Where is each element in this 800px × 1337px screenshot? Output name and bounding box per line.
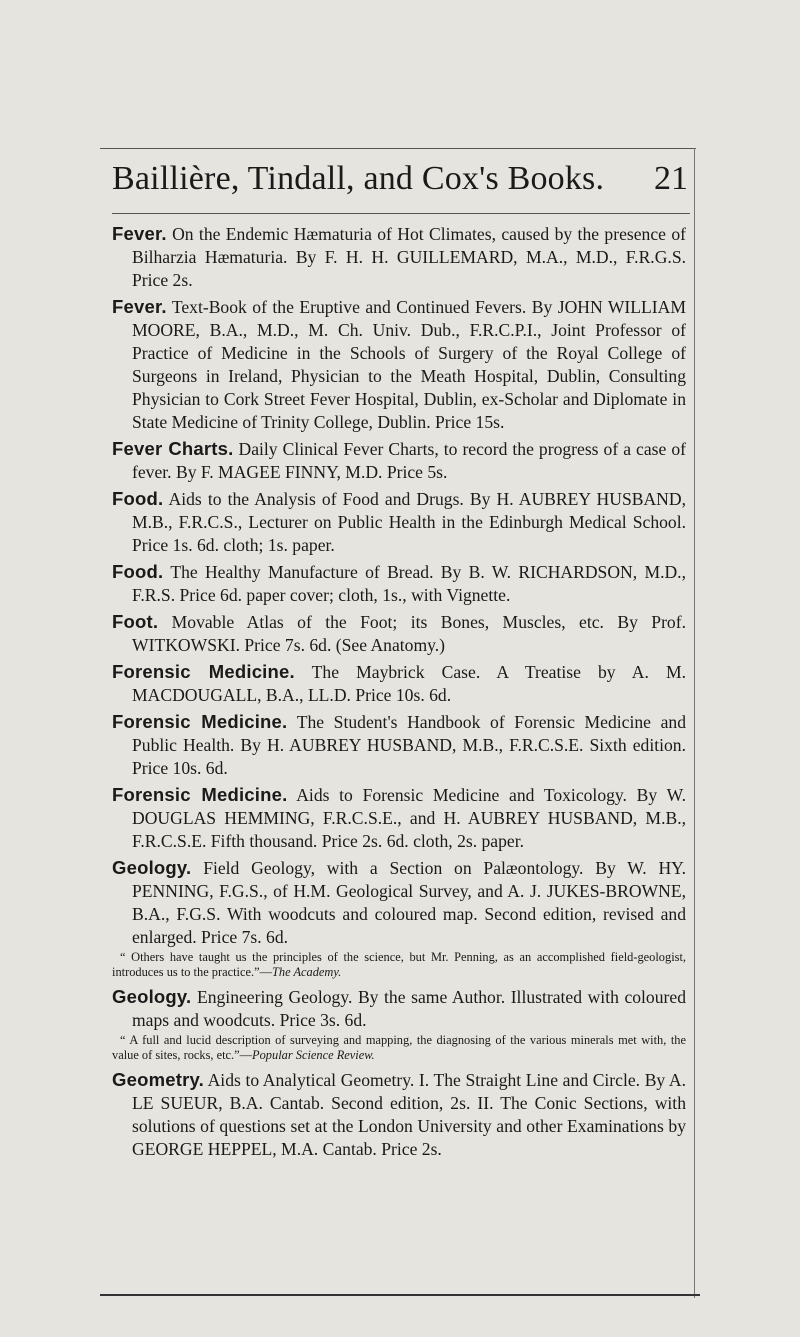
- catalogue-entry: [112, 856, 686, 949]
- entry-text: Aids to Analytical Geometry. I. The Straight Line and Circle. By A. LE SUEUR, B.A. Cantab. Second edition, 2s. II. The Conic Sections, with solutions of questions set at the London University and other Examinations by GEORGE HEPPEL, M.A. Cantab. Price 2s.: [132, 1070, 686, 1159]
- quote-source: Popular Science Review.: [252, 1048, 375, 1062]
- page-number: 21: [654, 160, 688, 197]
- entry-keyword: Fever.: [112, 223, 167, 244]
- quote-source: The Academy.: [272, 965, 342, 979]
- entry-keyword: Food.: [112, 488, 164, 509]
- catalogue-entry: [112, 437, 686, 484]
- running-head: [112, 160, 688, 206]
- page-border-right: [694, 148, 695, 1298]
- entry-keyword: Geometry.: [112, 1069, 204, 1090]
- entry-keyword: Forensic Medicine.: [112, 711, 288, 732]
- entry-text: Movable Atlas of the Foot; its Bones, Muscles, etc. By Prof. WITKOWSKI. Price 7s. 6d. (See Anatomy.): [132, 612, 686, 655]
- quote-text: “ A full and lucid description of surveying and mapping, the diagnosing of the various minerals met with, the value of sites, rocks, etc.”—: [112, 1033, 686, 1062]
- entry-keyword: Forensic Medicine.: [112, 784, 288, 805]
- catalogue-entry: [112, 222, 686, 292]
- entry-keyword: Forensic Medicine.: [112, 661, 295, 682]
- header-rule: [112, 213, 690, 214]
- entry-text: Field Geology, with a Section on Palæontology. By W. HY. PENNING, F.G.S., of H.M. Geological Survey, and A. J. JUKES-BROWNE, B.A., F.G.S. With woodcuts and coloured map. Second edition, revised and enlarged. Price 7s. 6d.: [132, 858, 686, 947]
- catalogue-entry: [112, 487, 686, 557]
- entry-keyword: Fever.: [112, 296, 167, 317]
- review-quote: [112, 1033, 686, 1063]
- entry-keyword: Fever Charts.: [112, 438, 234, 459]
- catalogue-entry: [112, 660, 686, 707]
- entry-keyword: Geology.: [112, 986, 192, 1007]
- running-head-title: Baillière, Tindall, and Cox's Books.: [112, 160, 605, 197]
- page-border-bottom: [100, 1294, 700, 1296]
- catalogue-entry: [112, 295, 686, 434]
- catalogue-entry: [112, 710, 686, 780]
- entry-text: On the Endemic Hæmaturia of Hot Climates, caused by the presence of Bilharzia Hæmaturia. By F. H. H. GUILLEMARD, M.A., M.D., F.R.G.S. Price 2s.: [132, 224, 686, 290]
- review-quote: [112, 950, 686, 980]
- entry-text: The Healthy Manufacture of Bread. By B. W. RICHARDSON, M.D., F.R.S. Price 6d. paper cover; cloth, 1s., with Vignette.: [132, 562, 686, 605]
- entry-keyword: Foot.: [112, 611, 159, 632]
- page-border-top: [100, 148, 696, 149]
- catalogue-entry: [112, 985, 686, 1032]
- catalogue-entry: [112, 560, 686, 607]
- entry-text: Daily Clinical Fever Charts, to record the progress of a case of fever. By F. MAGEE FINNY, M.D. Price 5s.: [132, 439, 686, 482]
- catalogue-entry: [112, 610, 686, 657]
- entry-keyword: Food.: [112, 561, 164, 582]
- entry-text: Text-Book of the Eruptive and Continued Fevers. By JOHN WILLIAM MOORE, B.A., M.D., M. Ch. Univ. Dub., F.R.C.P.I., Joint Professor of Practice of Medicine in the Schools of Surgery of the Royal College of Surgeons in Ireland, Physician to the Meath Hospital, Dublin, Consulting Physician to Cork Street Fever Hospital, Dublin, ex-Scholar and Diplomate in State Medicine of Trinity College, Dublin. Price 15s.: [132, 297, 686, 432]
- entry-text: Aids to the Analysis of Food and Drugs. By H. AUBREY HUSBAND, M.B., F.R.C.S., Lecturer on Public Health in the Edinburgh Medical School. Price 1s. 6d. cloth; 1s. paper.: [132, 489, 686, 555]
- entry-text: The Maybrick Case. A Treatise by A. M. MACDOUGALL, B.A., LL.D. Price 10s. 6d.: [132, 662, 686, 705]
- catalogue-entries: [112, 222, 686, 1164]
- entry-keyword: Geology.: [112, 857, 192, 878]
- entry-text: Aids to Forensic Medicine and Toxicology. By W. DOUGLAS HEMMING, F.R.C.S.E., and H. AUBREY HUSBAND, M.B., F.R.C.S.E. Fifth thousand. Price 2s. 6d. cloth, 2s. paper.: [132, 785, 686, 851]
- entry-text: Engineering Geology. By the same Author. Illustrated with coloured maps and woodcuts. Price 3s. 6d.: [132, 987, 686, 1030]
- catalogue-entry: [112, 1068, 686, 1161]
- quote-text: “ Others have taught us the principles of the science, but Mr. Penning, as an accomplished field-geologist, introduces us to the practice.”—: [112, 950, 686, 979]
- catalogue-entry: [112, 783, 686, 853]
- entry-text: The Student's Handbook of Forensic Medicine and Public Health. By H. AUBREY HUSBAND, M.B., F.R.C.S.E. Sixth edition. Price 10s. 6d.: [132, 712, 686, 778]
